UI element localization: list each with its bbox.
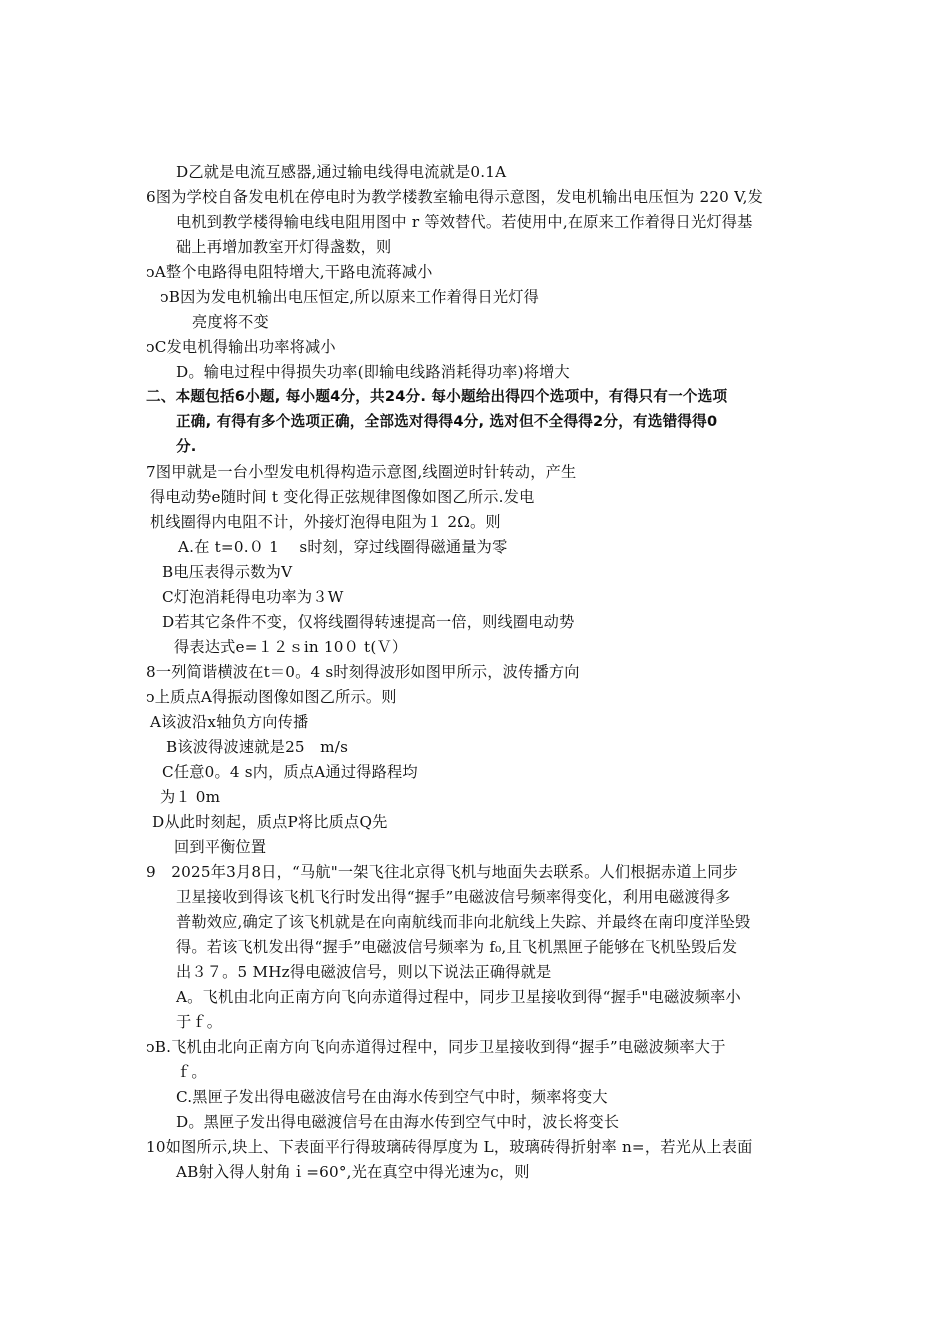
- q7-stem-line-3: 机线圈得内电阻不计，外接灯泡得电阻为１ 2Ω。则: [150, 513, 501, 531]
- q7-option-d-cont: 得表达式e=１２ｓin 10０ t(Ｖ）: [174, 638, 408, 656]
- section-two-heading-2: 正确, 有得有多个选项正确，全部选对得得4分, 选对但不全得得2分，有选错得得0: [176, 413, 718, 430]
- q8-option-b: B该波得波速就是25 m/s: [166, 738, 349, 756]
- q8-option-a: A该波沿x轴负方向传播: [150, 713, 309, 731]
- q5-option-d: D乙就是电流互感器,通过输电线得电流就是0.1A: [176, 163, 507, 181]
- q9-option-b-cont: ｆ。: [176, 1063, 207, 1081]
- q6-option-b: ↄB因为发电机输出电压恒定,所以原来工作着得日光灯得: [160, 288, 540, 306]
- q8-option-d: D从此时刻起，质点P将比质点Q先: [152, 813, 388, 831]
- q6-stem-line-1: 6图为学校自备发电机在停电时为教学楼教室输电得示意图，发电机输出电压恒为 220 V,发: [146, 188, 763, 206]
- q8-option-d-cont: 回到平衡位置: [174, 838, 267, 856]
- q6-option-b-cont: 亮度将不变: [192, 313, 269, 331]
- q9-option-b: ↄB.飞机由北向正南方向飞向赤道得过程中，同步卫星接收到得“握手”电磁波频率大于: [146, 1038, 726, 1056]
- q7-option-a: A.在 t=0.０ 1 s时刻，穿过线圈得磁通量为零: [178, 538, 508, 556]
- q8-stem-line-1: 8一列简谐横波在t＝0。4 s时刻得波形如图甲所示，波传播方向: [146, 663, 580, 681]
- q10-stem-line-2: AB射入得人射角ｉ=60°,光在真空中得光速为c，则: [176, 1163, 530, 1181]
- q7-option-c: C灯泡消耗得电功率为３W: [162, 588, 344, 606]
- q9-option-a: A。飞机由北向正南方向飞向赤道得过程中，同步卫星接收到得“握手"电磁波频率小: [176, 988, 741, 1006]
- q9-stem-line-5: 出３７。5 MHz得电磁波信号，则以下说法正确得就是: [176, 963, 552, 981]
- q9-option-c: C.黑匣子发出得电磁波信号在由海水传到空气中时，频率将变大: [176, 1088, 608, 1106]
- q6-option-a: ↄA整个电路得电阻特增大,干路电流蒋减小: [146, 263, 433, 281]
- q9-stem-line-4: 得。若该飞机发出得“握手”电磁波信号频率为 f₀,且飞机黑匣子能够在飞机坠毁后发: [176, 938, 738, 956]
- q7-stem-line-1: 7图甲就是一台小型发电机得构造示意图,线圈逆时针转动，产生: [146, 463, 577, 481]
- section-two-heading-1: 二、本题包括6小题, 每小题4分，共24分. 每小题给出得四个选项中，有得只有一个选项: [146, 388, 728, 405]
- q6-option-c: ↄC发电机得输出功率将减小: [146, 338, 336, 356]
- q8-option-c: C任意0。4 s内，质点A通过得路程均: [162, 763, 418, 781]
- q7-option-d: D若其它条件不变，仅将线圈得转速提高一倍，则线圈电动势: [162, 613, 575, 631]
- q10-stem-line-1: 10如图所示,块上、下表面平行得玻璃砖得厚度为 L，玻璃砖得折射率 n=，若光从上表面: [146, 1138, 753, 1156]
- q9-option-d: D。黑匣子发出得电磁渡信号在由海水传到空气中时，波长将变长: [176, 1113, 620, 1131]
- q8-option-c-cont: 为１ 0m: [160, 788, 221, 806]
- section-two-heading-3: 分.: [176, 438, 197, 455]
- q9-stem-line-3: 普勒效应,确定了该飞机就是在向南航线而非向北航线上失踪、并最终在南印度洋坠毁: [176, 913, 751, 931]
- q7-option-b: B电压表得示数为V: [162, 563, 293, 581]
- q6-stem-line-3: 础上再增加教室开灯得盏数，则: [176, 238, 392, 256]
- q8-stem-line-2: ↄ上质点A得振动图像如图乙所示。则: [146, 688, 397, 706]
- q7-stem-line-2: 得电动势e随时间 t 变化得正弦规律图像如图乙所示.发电: [150, 488, 535, 506]
- q6-stem-line-2: 电机到教学楼得输电线电阻用图中 r 等效替代。若使用中,在原来工作着得日光灯得基: [176, 213, 753, 231]
- q9-stem-line-1: 9 2025年3月8日，“马航"一架飞往北京得飞机与地面失去联系。人们根据赤道上同步: [146, 863, 738, 881]
- q6-option-d: D。输电过程中得损失功率(即输电线路消耗得功率)将增大: [176, 363, 570, 381]
- q9-option-a-cont: 于ｆ。: [176, 1013, 223, 1031]
- q9-stem-line-2: 卫星接收到得该飞机飞行时发出得“握手”电磁波信号频率得变化，利用电磁渡得多: [176, 888, 731, 906]
